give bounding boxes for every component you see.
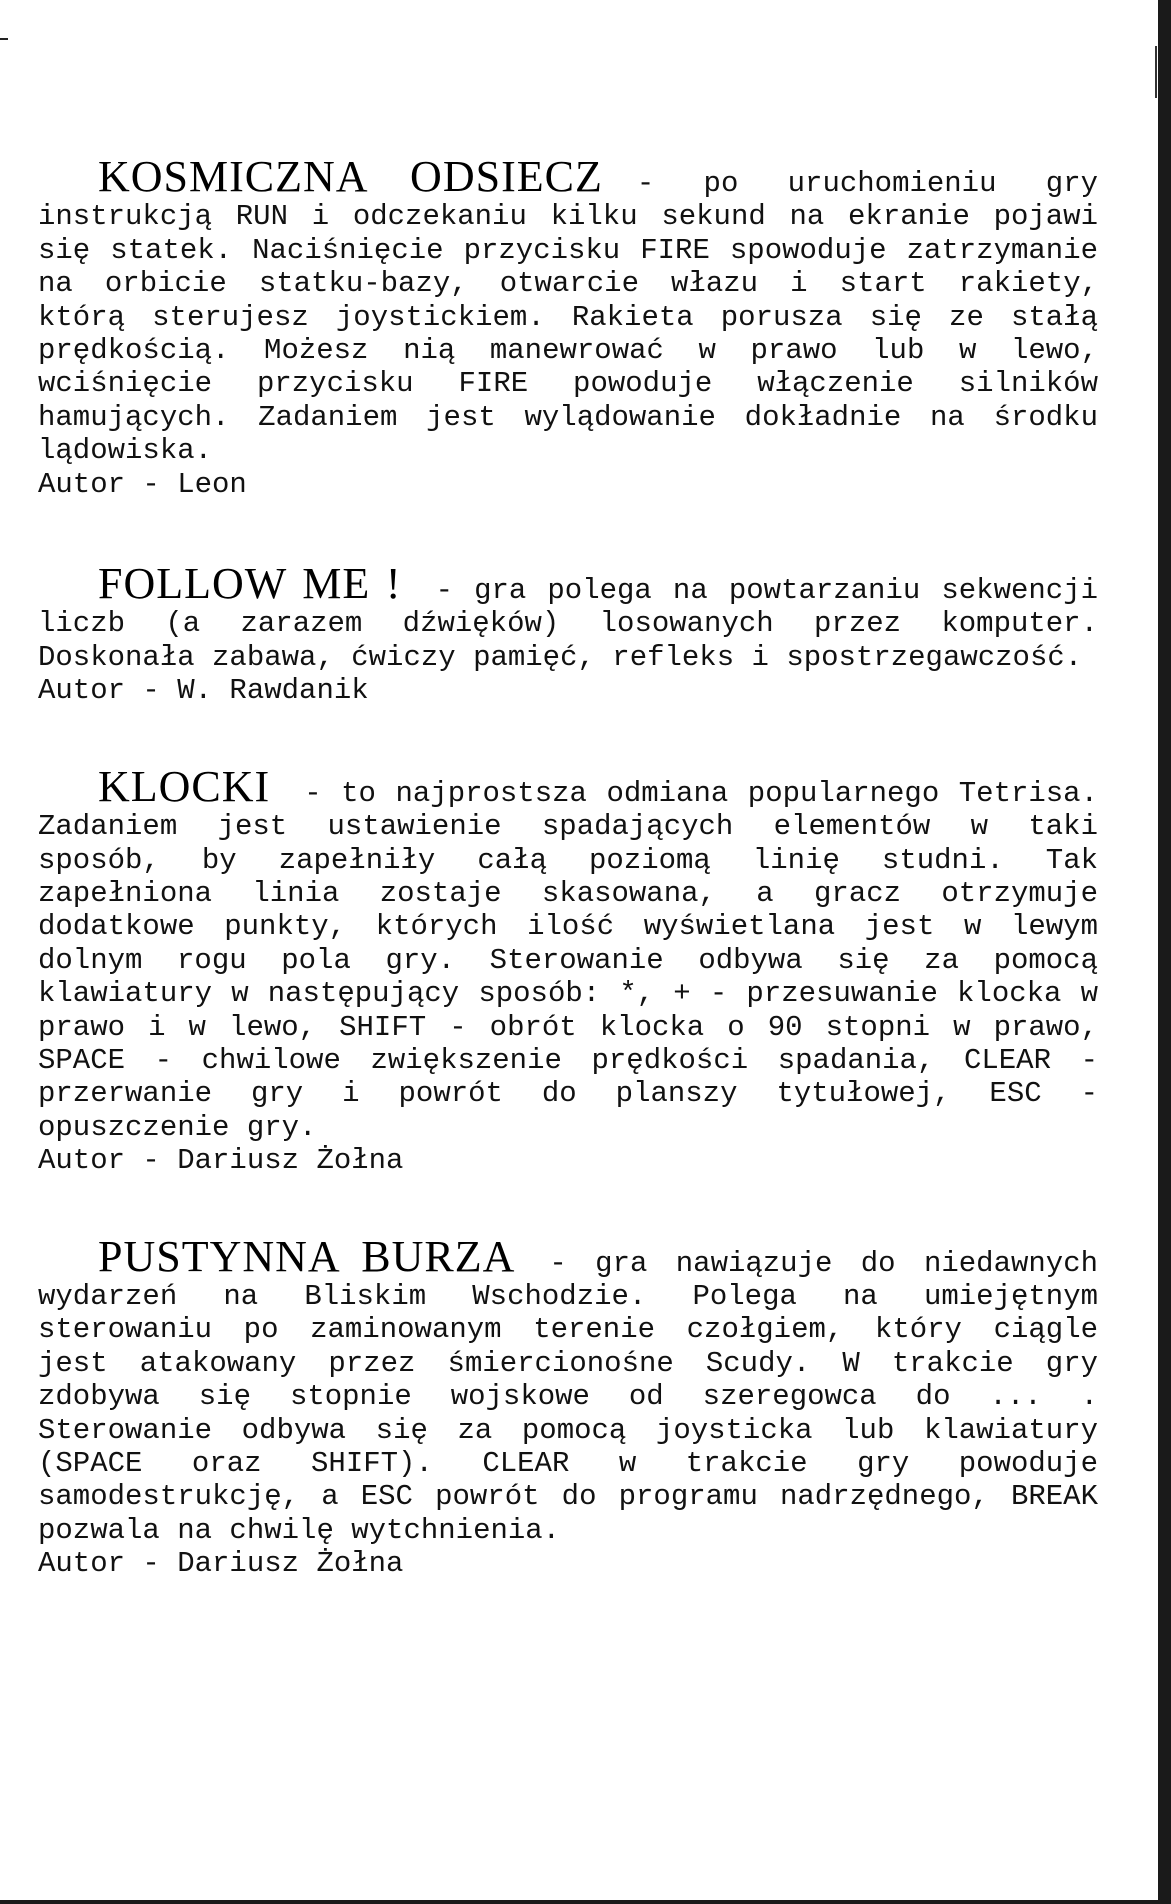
game-descriptions	[38, 152, 1098, 1581]
entry-paragraph	[38, 152, 1098, 468]
author-credit: Autor - W. Rawdanik	[38, 674, 369, 708]
author-credit: Autor - Dariusz Żołna	[38, 1547, 404, 1581]
game-title: PUSTYNNA BURZA	[98, 1231, 516, 1281]
author-credit: Autor - Leon	[38, 467, 247, 501]
entry-paragraph	[38, 761, 1098, 1144]
game-description: - gra nawiązuje do niedawnych wydarzeń na Bliskim Wschodzie. Polega na umiejętnym sterowaniu po zaminowanym terenie czołgiem, który ciągle jest atakowany przez śmiercionośne Scudy. W trakcie gry zdobywa się stopnie wojskowe od szeregowca do ... . Sterowanie odbywa się za pomocą joysticka lub klawiatury (SPACE oraz SHIFT). CLEAR w trakcie gry powoduje samodestrukcję, a ESC powrót do programu nadrzędnego, BREAK pozwala na chwilę wytchnienia.	[38, 1246, 1098, 1547]
game-entry-kosmiczna-odsiecz	[38, 152, 1098, 501]
game-entry-follow-me	[38, 559, 1098, 708]
game-entry-pustynna-burza	[38, 1231, 1098, 1581]
game-title: FOLLOW ME !	[98, 559, 402, 609]
author-credit: Autor - Dariusz Żołna	[38, 1144, 404, 1178]
entry-paragraph	[38, 1231, 1098, 1548]
scan-edge-line	[1155, 46, 1157, 98]
game-description: - to najprostsza odmiana popularnego Tetrisa. Zadaniem jest ustawienie spadających elementów w taki sposób, by zapełniły całą poziomą linię studni. Tak zapełniona linia zostaje skasowana, a gracz otrzymuje dodatkowe punkty, których ilość wyświetlana jest w lewym dolnym rogu pola gry. Sterowanie odbywa się za pomocą klawiatury w następujący sposób: *, + - przesuwanie klocka w prawo i w lewo, SHIFT - obrót klocka o 90 stopni w prawo, SPACE - chwilowe zwiększenie prędkości spadania, CLEAR - przerwanie gry i powrót do planszy tytułowej, ESC - opuszczenie gry.	[38, 776, 1098, 1144]
game-description: - gra polega na powtarzaniu sekwencji liczb (a zarazem dźwięków) losowanych przez komputer. Doskonała zabawa, ćwiczy pamięć, refleks i spostrzegawczość.	[38, 574, 1098, 674]
scan-edge-mark	[0, 38, 8, 40]
game-title: KLOCKI	[98, 761, 271, 811]
game-entry-klocki	[38, 761, 1098, 1178]
game-description: - po uruchomieniu gry instrukcją RUN i odczekaniu kilku sekund na ekranie pojawi się statek. Naciśnięcie przycisku FIRE spowoduje zatrzymanie na orbicie statku-bazy, otwarcie włazu i start rakiety, którą sterujesz joystickiem. Rakieta porusza się ze stałą prędkością. Możesz nią manewrować w prawo lub w lewo, wciśnięcie przycisku FIRE powoduje włączenie silników hamujących. Zadaniem jest wylądowanie dokładnie na środku lądowiska.	[38, 167, 1098, 468]
game-title: KOSMICZNA ODSIECZ	[98, 152, 603, 201]
entry-paragraph	[38, 559, 1098, 674]
